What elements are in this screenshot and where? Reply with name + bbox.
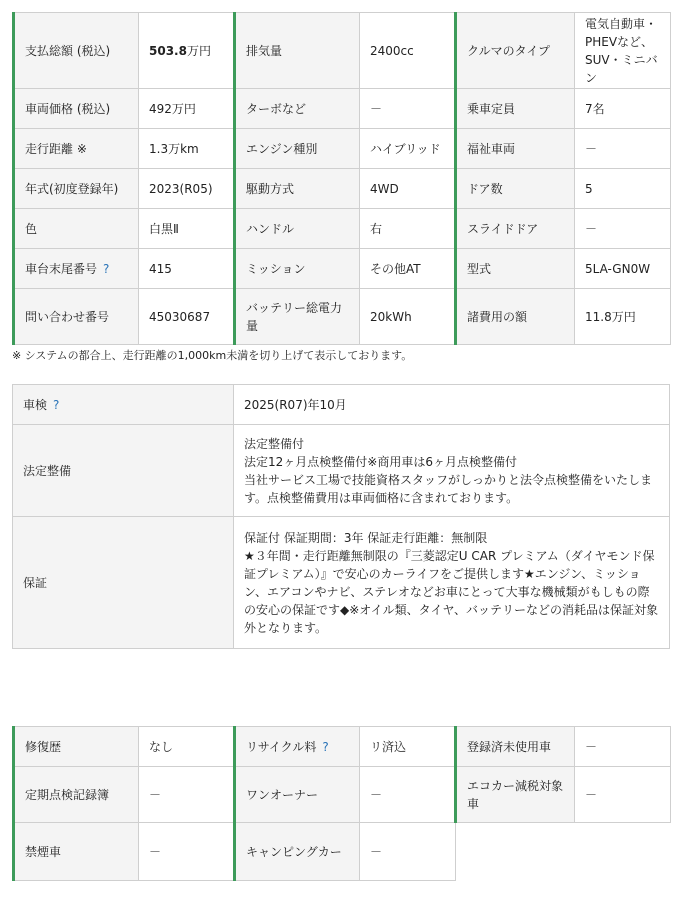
warranty-row <box>13 517 670 649</box>
spec-value: 7名 <box>575 89 671 129</box>
maintenance-row <box>13 425 670 517</box>
spec-label: 排気量 <box>235 13 360 89</box>
history-label: リサイクル料 ? <box>235 727 360 767</box>
inspection-value: 2025(R07)年10月 <box>234 385 670 425</box>
spec-value: 5LA-GN0W <box>575 249 671 289</box>
spec-value: 1.3万km <box>139 129 235 169</box>
spec-label: 駆動方式 <box>235 169 360 209</box>
spec-row <box>14 129 671 169</box>
history-value: リ済込 <box>360 727 456 767</box>
history-row <box>14 727 671 767</box>
spec-value: 2023(R05) <box>139 169 235 209</box>
spec-row <box>14 13 671 89</box>
spec-label: エンジン種別 <box>235 129 360 169</box>
spec-value: 20kWh <box>360 289 456 345</box>
help-link[interactable]: ? <box>322 739 329 754</box>
spec-row <box>14 289 671 345</box>
warranty-label: 保証 <box>13 517 234 649</box>
spec-label: 走行距離 ※ <box>14 129 139 169</box>
history-label: キャンピングカー <box>235 823 360 881</box>
history-row <box>14 767 671 823</box>
spec-label: クルマのタイプ <box>456 13 575 89</box>
spec-label: 車台末尾番号 ? <box>14 249 139 289</box>
spec-label: ミッション <box>235 249 360 289</box>
history-value: － <box>575 767 671 823</box>
spec-value: － <box>575 209 671 249</box>
spec-value: 白黒Ⅱ <box>139 209 235 249</box>
spec-row <box>14 89 671 129</box>
help-link[interactable]: ? <box>103 261 110 276</box>
spec-label: 型式 <box>456 249 575 289</box>
inspection-row <box>13 385 670 425</box>
history-value: － <box>139 767 235 823</box>
spec-table <box>12 12 671 345</box>
spec-label: 車両価格 (税込) <box>14 89 139 129</box>
history-label: ワンオーナー <box>235 767 360 823</box>
history-label: 修復歴 <box>14 727 139 767</box>
history-value: － <box>575 727 671 767</box>
spec-value: 11.8万円 <box>575 289 671 345</box>
spec-label: 諸費用の額 <box>456 289 575 345</box>
maintenance-value: 法定整備付 法定12ヶ月点検整備付※商用車は6ヶ月点検整備付 当社サービス工場で技能資格スタッフがしっかりと法令点検整備をいたします。点検整備費用は車両価格に含まれております。 <box>234 425 670 517</box>
mileage-note: ※ システムの都合上、走行距離の1,000km未満を切り上げて表示しております。 <box>12 349 413 362</box>
empty-cell <box>456 823 671 881</box>
inspection-label: 車検 ? <box>13 385 234 425</box>
spec-value: 415 <box>139 249 235 289</box>
history-table <box>12 726 671 881</box>
spec-row <box>14 169 671 209</box>
spec-label: 年式(初度登録年) <box>14 169 139 209</box>
history-value: － <box>360 823 456 881</box>
warranty-value: 保証付 保証期間：3年 保証走行距離：無制限 ★３年間・走行距離無制限の『三菱認定U CAR プレミアム（ダイヤモンド保証プレミアム）』で安心のカーライフをご提供します★エンジン、ミッション、エアコンやナビ、ステレオなどお車にとって大事な機械類がもしもの際の安心の保証です◆※オイル類、タイヤ、バッテリーなどの消耗品は保証対象外となります。 <box>234 517 670 649</box>
history-value: － <box>139 823 235 881</box>
spec-value: 492万円 <box>139 89 235 129</box>
history-label: 禁煙車 <box>14 823 139 881</box>
spec-label: バッテリー総電力量 <box>235 289 360 345</box>
maintenance-label: 法定整備 <box>13 425 234 517</box>
spec-label: スライドドア <box>456 209 575 249</box>
spec-label: 支払総額 (税込) <box>14 13 139 89</box>
spec-value: － <box>575 129 671 169</box>
spec-value: 2400cc <box>360 13 456 89</box>
spec-value: その他AT <box>360 249 456 289</box>
history-value: － <box>360 767 456 823</box>
spec-value: 5 <box>575 169 671 209</box>
history-row <box>14 823 671 881</box>
spec-label: ターボなど <box>235 89 360 129</box>
spec-label: 問い合わせ番号 <box>14 289 139 345</box>
maintenance-table <box>12 384 670 649</box>
spec-label: ドア数 <box>456 169 575 209</box>
spec-value: 右 <box>360 209 456 249</box>
spec-row <box>14 209 671 249</box>
spec-label: 乗車定員 <box>456 89 575 129</box>
history-label: 定期点検記録簿 <box>14 767 139 823</box>
total-price-value: 503.8万円 <box>139 13 235 89</box>
spec-value: 4WD <box>360 169 456 209</box>
spec-label: 福祉車両 <box>456 129 575 169</box>
history-label: 登録済未使用車 <box>456 727 575 767</box>
help-link[interactable]: ? <box>53 397 60 412</box>
spec-value: 電気自動車・PHEVなど、SUV・ミニバン <box>575 13 671 89</box>
history-label: エコカー減税対象車 <box>456 767 575 823</box>
history-value: なし <box>139 727 235 767</box>
spec-value: ハイブリッド <box>360 129 456 169</box>
spec-label: ハンドル <box>235 209 360 249</box>
spec-value: － <box>360 89 456 129</box>
spec-value: 45030687 <box>139 289 235 345</box>
spec-label: 色 <box>14 209 139 249</box>
spec-row <box>14 249 671 289</box>
